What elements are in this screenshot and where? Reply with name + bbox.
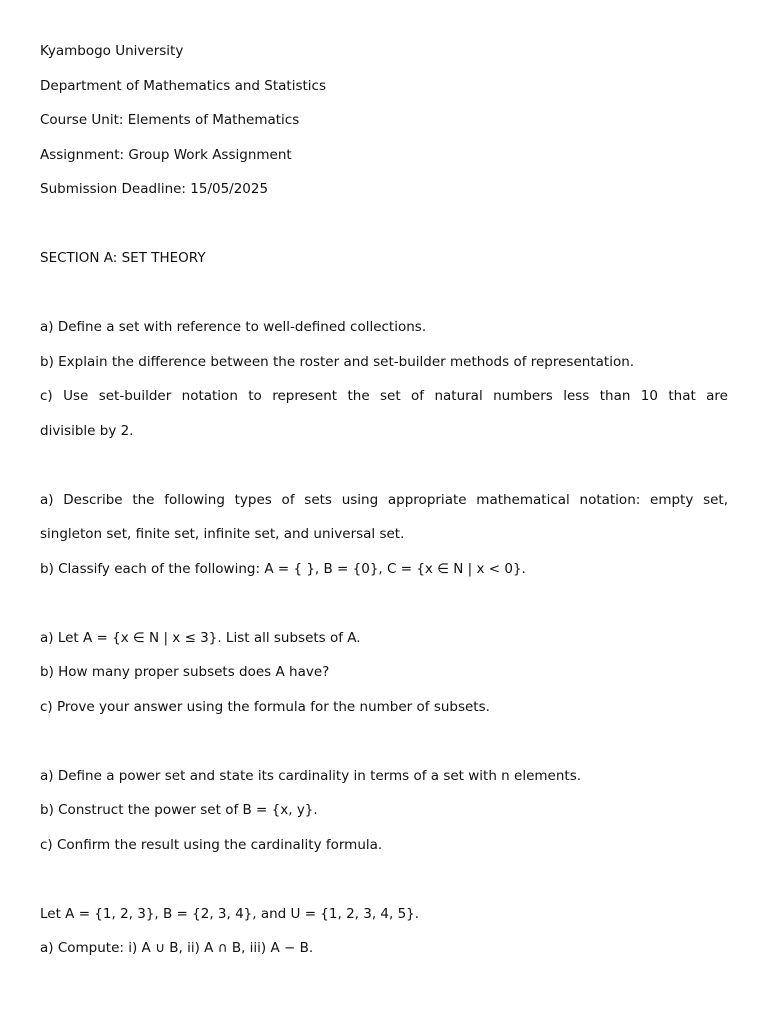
question-4-part-a: a) Define a power set and state its cardinality in terms of a set with n elements.	[40, 768, 582, 784]
question-3-part-b: b) How many proper subsets does A have?	[40, 664, 330, 680]
question-1-part-c-line-2: divisible by 2.	[40, 423, 134, 439]
assignment-title: Assignment: Group Work Assignment	[40, 147, 292, 163]
question-2-part-a-line-2: singleton set, finite set, infinite set, and universal set.	[40, 526, 405, 542]
question-4-part-b: b) Construct the power set of B = {x, y}.	[40, 802, 318, 818]
question-5-part-a: a) Compute: i) A ∪ B, ii) A ∩ B, iii) A − B.	[40, 940, 314, 956]
university-name: Kyambogo University	[40, 43, 184, 59]
question-2-part-b: b) Classify each of the following: A = { }, B = {0}, C = {x ∈ N | x < 0}.	[40, 561, 526, 577]
question-4-part-c: c) Confirm the result using the cardinality formula.	[40, 837, 383, 853]
question-3-part-a: a) Let A = {x ∈ N | x ≤ 3}. List all subsets of A.	[40, 630, 361, 646]
question-1-part-c-line-1: c) Use set-builder notation to represent the set of natural numbers less than 10 that are	[40, 388, 728, 404]
section-title: SECTION A: SET THEORY	[40, 250, 206, 266]
question-1-part-b: b) Explain the difference between the roster and set-builder methods of representation.	[40, 354, 635, 370]
question-2-part-a-line-1: a) Describe the following types of sets using appropriate mathematical notation: empty set,	[40, 492, 728, 508]
course-unit: Course Unit: Elements of Mathematics	[40, 112, 300, 128]
question-5-intro: Let A = {1, 2, 3}, B = {2, 3, 4}, and U = {1, 2, 3, 4, 5}.	[40, 906, 420, 922]
question-3-part-c: c) Prove your answer using the formula for the number of subsets.	[40, 699, 490, 715]
department-name: Department of Mathematics and Statistics	[40, 78, 326, 94]
question-1-part-a: a) Define a set with reference to well-defined collections.	[40, 319, 427, 335]
submission-deadline: Submission Deadline: 15/05/2025	[40, 181, 269, 197]
